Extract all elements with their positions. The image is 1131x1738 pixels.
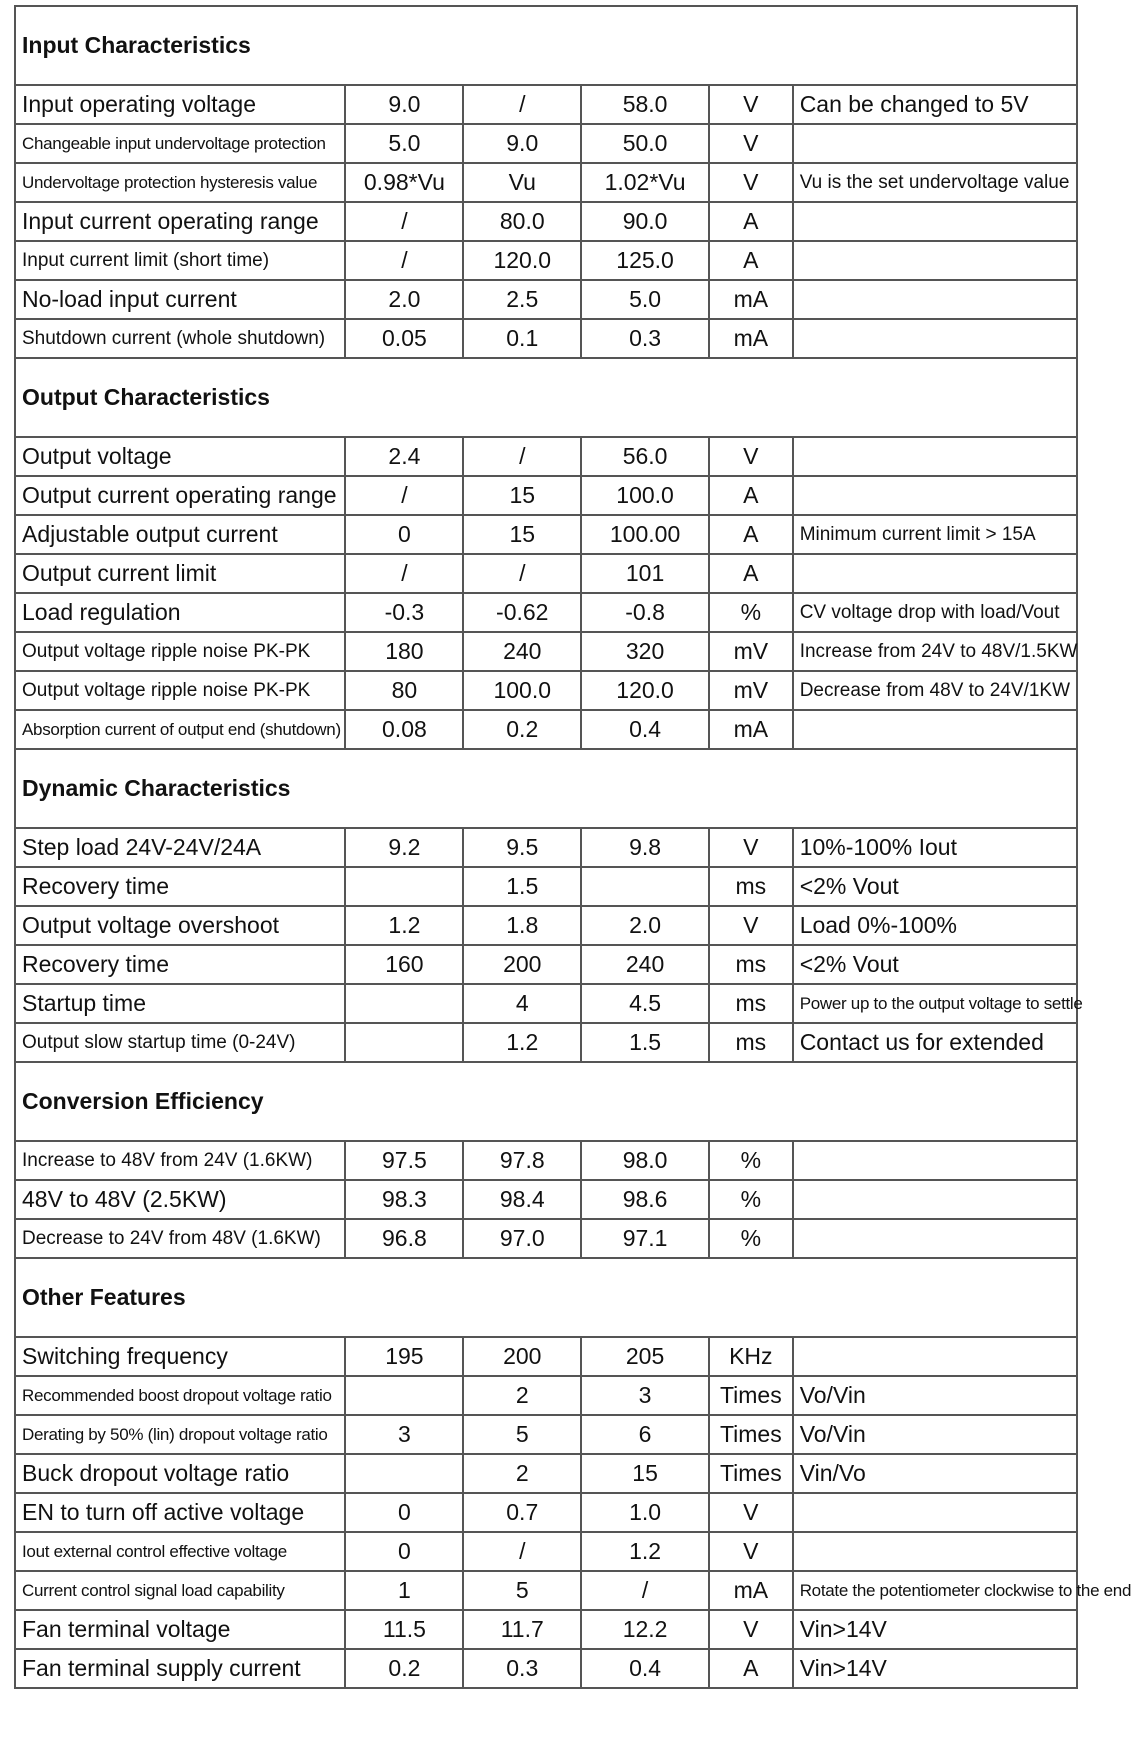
- table-row: [15, 241, 1077, 280]
- min-cell: 0: [345, 1493, 463, 1532]
- max-cell: 15: [581, 1454, 709, 1493]
- typ-cell: 5: [463, 1415, 581, 1454]
- max-cell: 50.0: [581, 124, 709, 163]
- unit-cell: V: [709, 828, 793, 867]
- unit-cell: V: [709, 1610, 793, 1649]
- section-title: Conversion Efficiency: [15, 1062, 1077, 1141]
- max-cell: 120.0: [581, 671, 709, 710]
- typ-cell: 9.5: [463, 828, 581, 867]
- spec-table-body: [15, 6, 1131, 1688]
- min-cell: 9.0: [345, 85, 463, 124]
- table-row: [15, 476, 1077, 515]
- min-cell: [345, 984, 463, 1023]
- max-cell: 90.0: [581, 202, 709, 241]
- parameter-name-cell: Input current limit (short time): [15, 241, 345, 280]
- typ-cell: 5: [463, 1571, 581, 1610]
- min-cell: 0.05: [345, 319, 463, 358]
- section-header-row: [15, 749, 1077, 828]
- typ-cell: 120.0: [463, 241, 581, 280]
- max-cell: 0.4: [581, 1649, 709, 1688]
- parameter-name-cell: Fan terminal voltage: [15, 1610, 345, 1649]
- min-cell: 0: [345, 1532, 463, 1571]
- max-cell: 101: [581, 554, 709, 593]
- section-header-row: [15, 6, 1077, 85]
- min-cell: 2.4: [345, 437, 463, 476]
- parameter-name-cell: Load regulation: [15, 593, 345, 632]
- min-cell: 3: [345, 1415, 463, 1454]
- unit-cell: mV: [709, 671, 793, 710]
- typ-cell: -0.62: [463, 593, 581, 632]
- min-cell: 2.0: [345, 280, 463, 319]
- note-cell: Decrease from 48V to 24V/1KW: [793, 671, 1077, 710]
- min-cell: -0.3: [345, 593, 463, 632]
- min-cell: 0.2: [345, 1649, 463, 1688]
- parameter-name-cell: Output voltage: [15, 437, 345, 476]
- note-cell: Vin>14V: [793, 1649, 1077, 1688]
- unit-cell: V: [709, 85, 793, 124]
- parameter-name-cell: Adjustable output current: [15, 515, 345, 554]
- table-row: [15, 945, 1077, 984]
- unit-cell: ms: [709, 984, 793, 1023]
- typ-cell: 11.7: [463, 1610, 581, 1649]
- note-cell: [793, 710, 1077, 749]
- table-row: [15, 1571, 1077, 1610]
- min-cell: 96.8: [345, 1219, 463, 1258]
- note-cell: [793, 241, 1077, 280]
- min-cell: 0.08: [345, 710, 463, 749]
- typ-cell: 0.2: [463, 710, 581, 749]
- note-cell: Vin/Vo: [793, 1454, 1077, 1493]
- note-cell: Minimum current limit > 15A: [793, 515, 1077, 554]
- table-row: [15, 1493, 1077, 1532]
- table-row: [15, 1376, 1077, 1415]
- max-cell: 1.02*Vu: [581, 163, 709, 202]
- min-cell: [345, 1376, 463, 1415]
- parameter-name-cell: Buck dropout voltage ratio: [15, 1454, 345, 1493]
- typ-cell: 2: [463, 1454, 581, 1493]
- table-row: [15, 319, 1077, 358]
- note-cell: Vo/Vin: [793, 1376, 1077, 1415]
- min-cell: 98.3: [345, 1180, 463, 1219]
- note-cell: [793, 1180, 1077, 1219]
- typ-cell: Vu: [463, 163, 581, 202]
- table-row: [15, 593, 1077, 632]
- table-row: [15, 437, 1077, 476]
- table-row: [15, 124, 1077, 163]
- note-cell: Vin>14V: [793, 1610, 1077, 1649]
- typ-cell: 1.8: [463, 906, 581, 945]
- table-row: [15, 710, 1077, 749]
- min-cell: [345, 867, 463, 906]
- typ-cell: 2.5: [463, 280, 581, 319]
- table-row: [15, 671, 1077, 710]
- parameter-name-cell: Decrease to 24V from 48V (1.6KW): [15, 1219, 345, 1258]
- typ-cell: /: [463, 437, 581, 476]
- parameter-name-cell: Absorption current of output end (shutdown): [15, 710, 345, 749]
- note-cell: [793, 124, 1077, 163]
- min-cell: 1.2: [345, 906, 463, 945]
- parameter-name-cell: Iout external control effective voltage: [15, 1532, 345, 1571]
- table-row: [15, 1023, 1077, 1062]
- min-cell: 160: [345, 945, 463, 984]
- typ-cell: 98.4: [463, 1180, 581, 1219]
- unit-cell: A: [709, 241, 793, 280]
- min-cell: [345, 1454, 463, 1493]
- table-row: [15, 202, 1077, 241]
- table-row: [15, 906, 1077, 945]
- table-row: [15, 1141, 1077, 1180]
- max-cell: 240: [581, 945, 709, 984]
- typ-cell: 240: [463, 632, 581, 671]
- typ-cell: /: [463, 554, 581, 593]
- parameter-name-cell: Increase to 48V from 24V (1.6KW): [15, 1141, 345, 1180]
- min-cell: /: [345, 241, 463, 280]
- typ-cell: 97.0: [463, 1219, 581, 1258]
- table-row: [15, 554, 1077, 593]
- table-row: [15, 1454, 1077, 1493]
- parameter-name-cell: Shutdown current (whole shutdown): [15, 319, 345, 358]
- unit-cell: mV: [709, 632, 793, 671]
- typ-cell: /: [463, 85, 581, 124]
- typ-cell: 15: [463, 515, 581, 554]
- parameter-name-cell: Switching frequency: [15, 1337, 345, 1376]
- min-cell: 1: [345, 1571, 463, 1610]
- unit-cell: KHz: [709, 1337, 793, 1376]
- max-cell: 0.3: [581, 319, 709, 358]
- parameter-name-cell: Fan terminal supply current: [15, 1649, 345, 1688]
- note-cell: Power up to the output voltage to settle: [793, 984, 1077, 1023]
- table-row: [15, 515, 1077, 554]
- section-header-row: [15, 358, 1077, 437]
- parameter-name-cell: Input current operating range: [15, 202, 345, 241]
- unit-cell: %: [709, 1141, 793, 1180]
- unit-cell: V: [709, 1532, 793, 1571]
- parameter-name-cell: Recovery time: [15, 867, 345, 906]
- unit-cell: mA: [709, 710, 793, 749]
- typ-cell: 9.0: [463, 124, 581, 163]
- note-cell: CV voltage drop with load/Vout: [793, 593, 1077, 632]
- note-cell: Vu is the set undervoltage value: [793, 163, 1077, 202]
- parameter-name-cell: Current control signal load capability: [15, 1571, 345, 1610]
- note-cell: [793, 280, 1077, 319]
- typ-cell: /: [463, 1532, 581, 1571]
- parameter-name-cell: Step load 24V-24V/24A: [15, 828, 345, 867]
- note-cell: [793, 202, 1077, 241]
- section-header-row: [15, 1258, 1077, 1337]
- parameter-name-cell: Input operating voltage: [15, 85, 345, 124]
- typ-cell: 0.7: [463, 1493, 581, 1532]
- min-cell: /: [345, 476, 463, 515]
- min-cell: 195: [345, 1337, 463, 1376]
- max-cell: 12.2: [581, 1610, 709, 1649]
- table-row: [15, 1180, 1077, 1219]
- note-cell: Increase from 24V to 48V/1.5KW: [793, 632, 1077, 671]
- unit-cell: Times: [709, 1415, 793, 1454]
- unit-cell: V: [709, 1493, 793, 1532]
- max-cell: [581, 867, 709, 906]
- spec-table: [14, 5, 1131, 1689]
- parameter-name-cell: Startup time: [15, 984, 345, 1023]
- table-row: [15, 828, 1077, 867]
- note-cell: [793, 319, 1077, 358]
- unit-cell: mA: [709, 1571, 793, 1610]
- parameter-name-cell: No-load input current: [15, 280, 345, 319]
- parameter-name-cell: 48V to 48V (2.5KW): [15, 1180, 345, 1219]
- min-cell: 97.5: [345, 1141, 463, 1180]
- max-cell: 205: [581, 1337, 709, 1376]
- unit-cell: ms: [709, 1023, 793, 1062]
- section-title: Output Characteristics: [15, 358, 1077, 437]
- min-cell: [345, 1023, 463, 1062]
- table-row: [15, 1219, 1077, 1258]
- max-cell: 1.2: [581, 1532, 709, 1571]
- note-cell: Contact us for extended: [793, 1023, 1077, 1062]
- max-cell: 98.6: [581, 1180, 709, 1219]
- max-cell: 9.8: [581, 828, 709, 867]
- typ-cell: 0.1: [463, 319, 581, 358]
- unit-cell: A: [709, 1649, 793, 1688]
- unit-cell: V: [709, 124, 793, 163]
- parameter-name-cell: Output current operating range: [15, 476, 345, 515]
- note-cell: 10%-100% Iout: [793, 828, 1077, 867]
- note-cell: Load 0%-100%: [793, 906, 1077, 945]
- table-row: [15, 1649, 1077, 1688]
- table-row: [15, 867, 1077, 906]
- unit-cell: A: [709, 515, 793, 554]
- max-cell: 125.0: [581, 241, 709, 280]
- max-cell: 58.0: [581, 85, 709, 124]
- max-cell: 1.5: [581, 1023, 709, 1062]
- min-cell: 5.0: [345, 124, 463, 163]
- typ-cell: 4: [463, 984, 581, 1023]
- note-cell: [793, 1493, 1077, 1532]
- table-row: [15, 1337, 1077, 1376]
- table-row: [15, 1532, 1077, 1571]
- typ-cell: 0.3: [463, 1649, 581, 1688]
- max-cell: 97.1: [581, 1219, 709, 1258]
- typ-cell: 200: [463, 945, 581, 984]
- min-cell: 180: [345, 632, 463, 671]
- table-row: [15, 163, 1077, 202]
- table-row: [15, 1610, 1077, 1649]
- note-cell: Vo/Vin: [793, 1415, 1077, 1454]
- parameter-name-cell: Recommended boost dropout voltage ratio: [15, 1376, 345, 1415]
- typ-cell: 200: [463, 1337, 581, 1376]
- table-row: [15, 280, 1077, 319]
- unit-cell: mA: [709, 280, 793, 319]
- unit-cell: Times: [709, 1454, 793, 1493]
- typ-cell: 97.8: [463, 1141, 581, 1180]
- typ-cell: 2: [463, 1376, 581, 1415]
- note-cell: [793, 1219, 1077, 1258]
- max-cell: 4.5: [581, 984, 709, 1023]
- typ-cell: 80.0: [463, 202, 581, 241]
- max-cell: 0.4: [581, 710, 709, 749]
- section-title: Dynamic Characteristics: [15, 749, 1077, 828]
- typ-cell: 1.5: [463, 867, 581, 906]
- min-cell: 11.5: [345, 1610, 463, 1649]
- min-cell: /: [345, 202, 463, 241]
- unit-cell: %: [709, 1180, 793, 1219]
- typ-cell: 100.0: [463, 671, 581, 710]
- max-cell: 56.0: [581, 437, 709, 476]
- note-cell: [793, 437, 1077, 476]
- parameter-name-cell: Output slow startup time (0-24V): [15, 1023, 345, 1062]
- parameter-name-cell: Recovery time: [15, 945, 345, 984]
- note-cell: [793, 554, 1077, 593]
- typ-cell: 1.2: [463, 1023, 581, 1062]
- unit-cell: ms: [709, 945, 793, 984]
- unit-cell: V: [709, 906, 793, 945]
- table-row: [15, 984, 1077, 1023]
- unit-cell: V: [709, 163, 793, 202]
- table-row: [15, 85, 1077, 124]
- max-cell: 100.0: [581, 476, 709, 515]
- max-cell: 2.0: [581, 906, 709, 945]
- unit-cell: A: [709, 554, 793, 593]
- parameter-name-cell: EN to turn off active voltage: [15, 1493, 345, 1532]
- min-cell: 0.98*Vu: [345, 163, 463, 202]
- parameter-name-cell: Output voltage ripple noise PK-PK: [15, 671, 345, 710]
- parameter-name-cell: Output current limit: [15, 554, 345, 593]
- unit-cell: %: [709, 593, 793, 632]
- note-cell: [793, 1532, 1077, 1571]
- note-cell: Can be changed to 5V: [793, 85, 1077, 124]
- parameter-name-cell: Output voltage overshoot: [15, 906, 345, 945]
- max-cell: -0.8: [581, 593, 709, 632]
- section-title: Input Characteristics: [15, 6, 1077, 85]
- section-header-row: [15, 1062, 1077, 1141]
- note-cell: <2% Vout: [793, 945, 1077, 984]
- max-cell: /: [581, 1571, 709, 1610]
- unit-cell: mA: [709, 319, 793, 358]
- max-cell: 5.0: [581, 280, 709, 319]
- max-cell: 98.0: [581, 1141, 709, 1180]
- parameter-name-cell: Undervoltage protection hysteresis value: [15, 163, 345, 202]
- note-cell: [793, 1141, 1077, 1180]
- max-cell: 1.0: [581, 1493, 709, 1532]
- parameter-name-cell: Output voltage ripple noise PK-PK: [15, 632, 345, 671]
- unit-cell: A: [709, 202, 793, 241]
- max-cell: 320: [581, 632, 709, 671]
- unit-cell: ms: [709, 867, 793, 906]
- unit-cell: A: [709, 476, 793, 515]
- spec-sheet: [14, 5, 1131, 1689]
- max-cell: 3: [581, 1376, 709, 1415]
- max-cell: 100.00: [581, 515, 709, 554]
- parameter-name-cell: Derating by 50% (lin) dropout voltage ratio: [15, 1415, 345, 1454]
- parameter-name-cell: Changeable input undervoltage protection: [15, 124, 345, 163]
- unit-cell: %: [709, 1219, 793, 1258]
- table-row: [15, 1415, 1077, 1454]
- typ-cell: 15: [463, 476, 581, 515]
- note-cell: <2% Vout: [793, 867, 1077, 906]
- unit-cell: V: [709, 437, 793, 476]
- note-cell: Rotate the potentiometer clockwise to the end: [793, 1571, 1077, 1610]
- min-cell: 0: [345, 515, 463, 554]
- table-row: [15, 632, 1077, 671]
- note-cell: [793, 1337, 1077, 1376]
- section-title: Other Features: [15, 1258, 1077, 1337]
- max-cell: 6: [581, 1415, 709, 1454]
- note-cell: [793, 476, 1077, 515]
- min-cell: /: [345, 554, 463, 593]
- min-cell: 80: [345, 671, 463, 710]
- unit-cell: Times: [709, 1376, 793, 1415]
- min-cell: 9.2: [345, 828, 463, 867]
